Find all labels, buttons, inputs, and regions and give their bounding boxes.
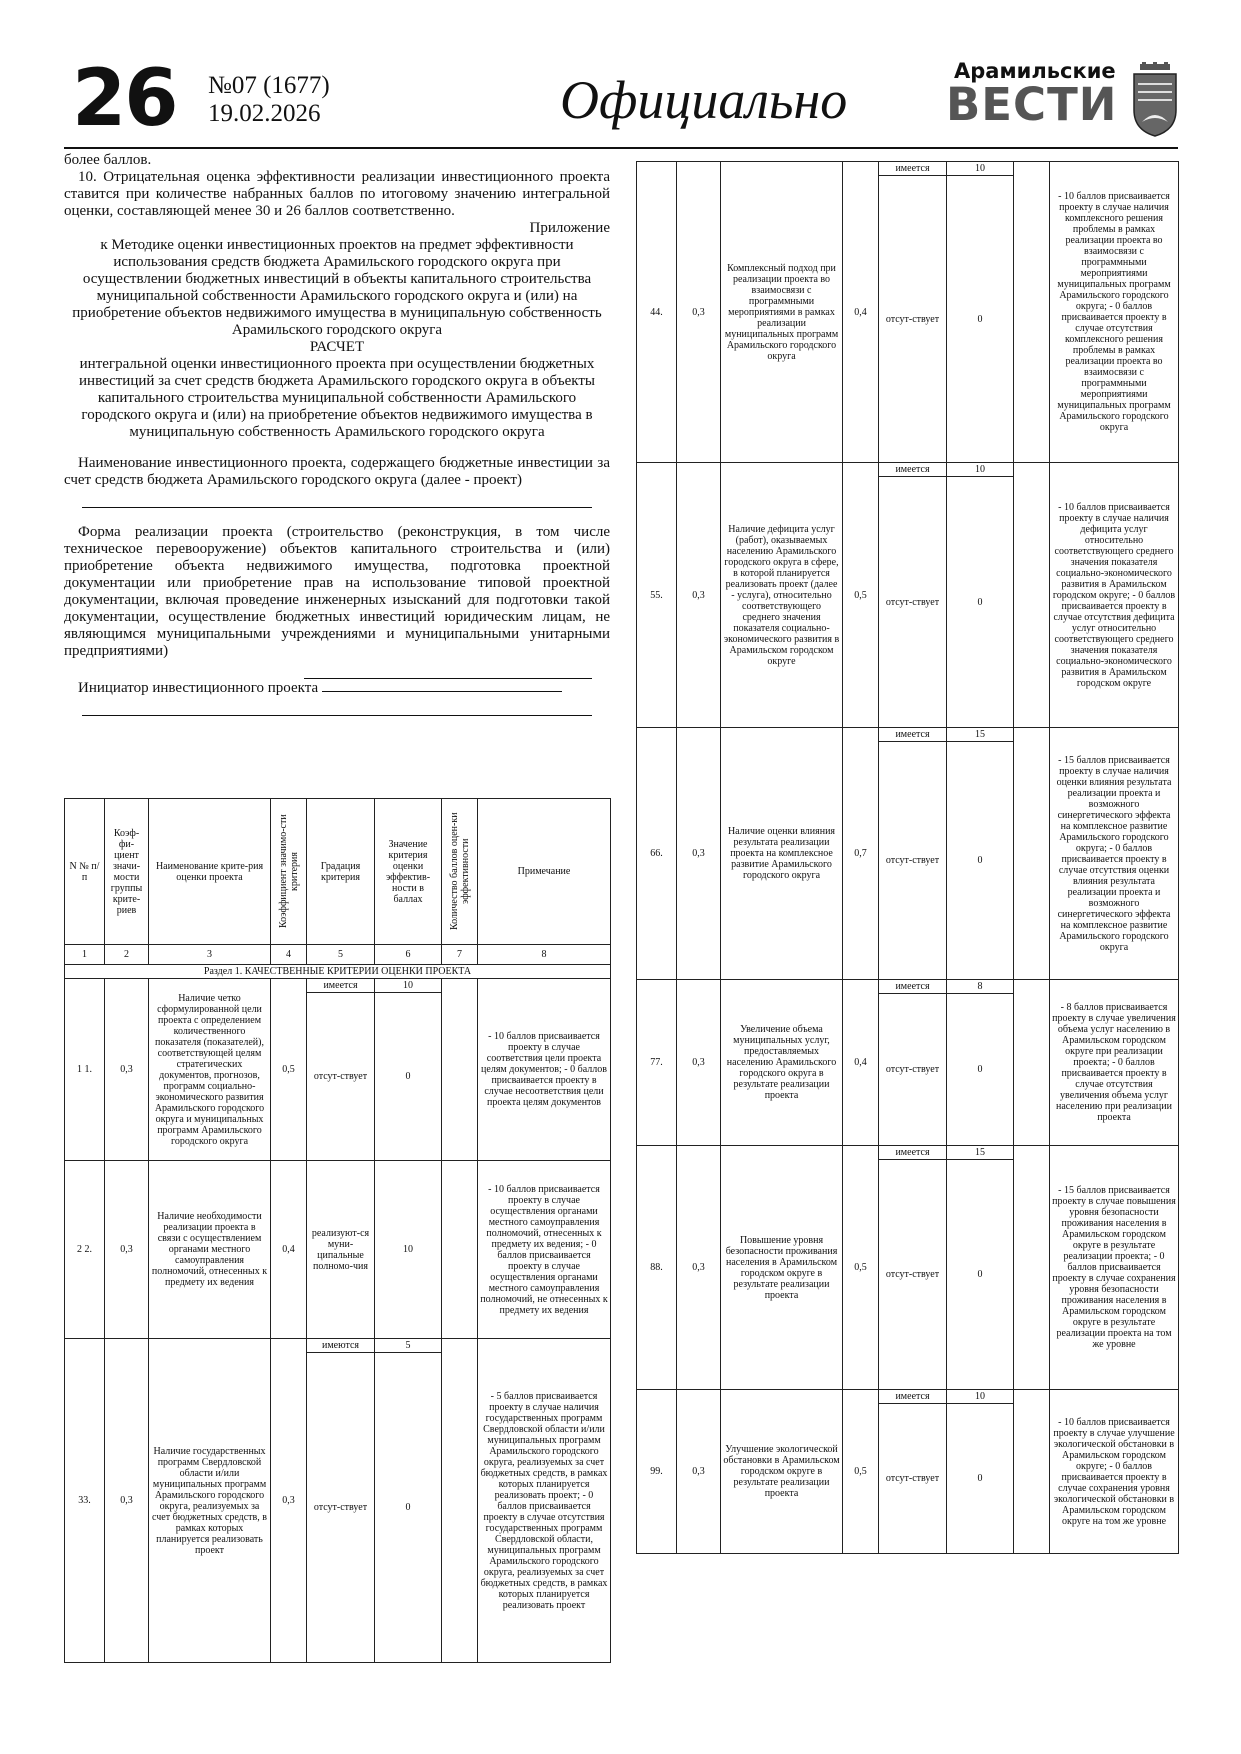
- row-count: [1014, 162, 1050, 463]
- row-note: - 15 баллов присваивается проекту в случае повышения уровня безопасности проживания населения в Арамильском городском округе в результате реализации проекта; - 0 баллов присваивается проекту в случае сохранения уровня безопасности проживания населения в Арамильском городском округе в результате реализации проекта на том же уровне: [1050, 1146, 1179, 1390]
- left-column-text: [64, 152, 610, 716]
- table-row: [637, 1146, 1179, 1160]
- row-count: [1014, 980, 1050, 1146]
- project-form-label: Форма реализации проекта (строительство (реконструкция, в том числе техническое перевооружение) объектов капитального строительства и (или) приобретение объекта недвижимого имущества, подготовка проектной документации или приобретение прав на использование типовой проектной документации, включая проведение инженерных изысканий для подготовки такой документации, осуществление бюджетных инвестиций юридическим лицам, не являющимся муниципальными учреждениями и муниципальными унитарными предприятиями): [64, 524, 610, 659]
- table-row: [637, 162, 1179, 176]
- row-count: [442, 1339, 478, 1663]
- criteria-table-right: [636, 161, 1179, 1554]
- table-row: [637, 980, 1179, 994]
- header-num: N № п/п: [65, 799, 105, 945]
- row-note: - 10 баллов присваивается проекту в случае осуществления органами местного самоуправления полномочий, отнесенных к предмету их ведения; - 0 баллов присваивается проекту в случае осуществления органами местного самоуправления полномочий, не отнесенных к предмету их ведения: [478, 1161, 611, 1339]
- issue-date: 19.02.2026: [208, 100, 321, 127]
- row-coef: 0,3: [105, 1161, 149, 1339]
- row-count: [1014, 1390, 1050, 1554]
- row-gradation: отсут-ствует: [879, 1160, 947, 1390]
- table-row: [637, 463, 1179, 477]
- row-note: - 5 баллов присваивается проекту в случае наличия государственных программ Свердловской области и/или муниципальных программ Арамильского городского округа, реализуемых за счет бюджетных средств, в рамках которых планируется реализовать проект; - 0 баллов присваивается проекту в случае отсутствия государственных программ Свердловской области, муниципальных программ Арамильского городского округа, реализуемых за счет бюджетных средств, в рамках которых планируется реализовать проект: [478, 1339, 611, 1663]
- row-coef: 0,3: [677, 463, 721, 728]
- initiator-blank: [322, 679, 562, 692]
- row-num: 33.: [65, 1339, 105, 1663]
- row-value: 10: [947, 463, 1014, 477]
- point-10: 10. Отрицательная оценка эффективности реализации инвестиционного проекта ставится при количестве набранных баллов по итоговому значению интегральной оценки, составляющей менее 30 и 26 баллов соответственно.: [64, 169, 610, 219]
- row-crit: 0,3: [271, 1339, 307, 1663]
- col-number: 3: [149, 945, 271, 965]
- row-note: - 8 баллов присваивается проекту в случае увеличения объема услуг населению в Арамильском городском округе при реализации проекта; - 0 баллов присваивается проекту в случае отсутствия увеличения объема услуг населению при реализации проекта: [1050, 980, 1179, 1146]
- calc-title: РАСЧЕТ: [309, 339, 365, 355]
- row-gradation: отсут-ствует: [879, 994, 947, 1146]
- row-num: 99.: [637, 1390, 677, 1554]
- row-num: 44.: [637, 162, 677, 463]
- header-count: Количество баллов оцен-ки эффективности: [448, 812, 471, 931]
- row-num: 66.: [637, 728, 677, 980]
- header-rule: [64, 147, 1178, 149]
- row-num: 88.: [637, 1146, 677, 1390]
- row-crit: 0,4: [843, 980, 879, 1146]
- coat-of-arms-icon: [1130, 62, 1180, 138]
- table-row: [637, 728, 1179, 742]
- col-number: 7: [442, 945, 478, 965]
- table-row: [65, 979, 611, 993]
- row-value: 0: [947, 1404, 1014, 1554]
- row-name: Наличие дефицита услуг (работ), оказываемых населению Арамильского городского округа в сфере, в которой планируется реализовать проект (далее - услуга), относительно соответствующего среднего значения показателя социально-экономического развития в Арамильском городском округе: [721, 463, 843, 728]
- logo-main-text: ВЕСТИ: [946, 78, 1118, 131]
- row-crit: 0,4: [843, 162, 879, 463]
- table-row: [65, 1161, 611, 1339]
- section-row: [65, 965, 611, 979]
- row-gradation: отсут-ствует: [879, 1404, 947, 1554]
- row-gradation: отсут-ствует: [307, 1353, 375, 1663]
- row-note: - 10 баллов присваивается проекту в случае наличия комплексного решения проблемы в рамках реализации проекта во взаимосвязи с программными мероприятиями муниципальных программ Арамильского городского округа; - 0 баллов присваивается проекту в случае отсутствия комплексного решения проблемы в рамках реализации проекта во взаимосвязи с программными мероприятиями муниципальных программ Арамильского городского округа: [1050, 162, 1179, 463]
- row-num: 77.: [637, 980, 677, 1146]
- row-num: 2 2.: [65, 1161, 105, 1339]
- row-count: [442, 1161, 478, 1339]
- continuation-text: более баллов.: [64, 152, 152, 168]
- table-header-row: [65, 799, 611, 945]
- row-gradation: реализуют-ся муни-ципальные полномо-чия: [307, 1161, 375, 1339]
- calc-subtitle: интегральной оценки инвестиционного проекта при осуществлении бюджетных инвестиций за счет средств бюджета Арамильского городского округа в объекты капитального строительства муниципальной собственности Арамильского городского округа и (или) на приобретение объектов недвижимого имущества в муниципальную собственность Арамильского городского округа: [79, 356, 595, 440]
- header-coef-crit: Коэффициент значимо-сти критерия: [277, 814, 300, 929]
- row-count: [1014, 728, 1050, 980]
- row-value: 0: [375, 1353, 442, 1663]
- project-name-label: Наименование инвестиционного проекта, содержащего бюджетные инвестиции за счет средств бюджета Арамильского городского округа (далее - проект): [64, 455, 610, 488]
- row-gradation: имеется: [879, 980, 947, 994]
- row-crit: 0,4: [271, 1161, 307, 1339]
- row-note: - 10 баллов присваивается проекту в случае соответствия цели проекта целям документов; - 0 баллов присваивается проекту в случае несоответствия цели проекта целям документов: [478, 979, 611, 1161]
- row-gradation: имеется: [879, 1146, 947, 1160]
- header-value: Значение критерия оценки эффектив-ности в баллах: [375, 799, 442, 945]
- row-value: 10: [947, 1390, 1014, 1404]
- section-title: Официально: [560, 70, 848, 130]
- project-name-blank: [82, 493, 592, 508]
- row-coef: 0,3: [677, 980, 721, 1146]
- row-value: 10: [947, 162, 1014, 176]
- row-value: 0: [947, 742, 1014, 980]
- row-coef: 0,3: [105, 979, 149, 1161]
- row-name: Наличие оценки влияния результата реализации проекта на комплексное развитие Арамильского городского округа: [721, 728, 843, 980]
- col-number: 1: [65, 945, 105, 965]
- row-crit: 0,5: [843, 1390, 879, 1554]
- row-note: - 10 баллов присваивается проекту в случае наличия дефицита услуг относительно соответствующего среднего значения показателя социально-экономического развития в Арамильском городском округе; - 0 баллов присваивается проекту в случае отсутствия дефицита услуг относительно соответствующего среднего значения показателя социально-экономического развития в Арамильском городском округе: [1050, 463, 1179, 728]
- row-gradation: имеются: [307, 1339, 375, 1353]
- logo-top-text: Арамильские: [954, 59, 1116, 83]
- row-value: 0: [947, 176, 1014, 463]
- row-name: Комплексный подход при реализации проекта во взаимосвязи с программными мероприятиями в рамках реализации муниципальных программ Арамильского городского округа: [721, 162, 843, 463]
- row-count: [1014, 1146, 1050, 1390]
- row-note: - 10 баллов присваивается проекту в случае улучшение экологической обстановки в Арамильском городском округе; - 0 баллов присваивается проекту в случае сохранения уровня экологической обстановки в Арамильском городском округе на том же уровне: [1050, 1390, 1179, 1554]
- col-number: 8: [478, 945, 611, 965]
- criteria-table-left: [64, 798, 611, 1663]
- column-number-row: [65, 945, 611, 965]
- row-gradation: отсут-ствует: [879, 176, 947, 463]
- annex-label: Приложение: [529, 220, 610, 236]
- initiator-blank-2: [82, 701, 592, 716]
- row-crit: 0,5: [843, 463, 879, 728]
- project-form-blank: [304, 664, 592, 679]
- row-count: [1014, 463, 1050, 728]
- row-count: [442, 979, 478, 1161]
- issue-number: №07 (1677): [208, 72, 330, 99]
- row-value: 8: [947, 980, 1014, 994]
- col-number: 2: [105, 945, 149, 965]
- row-value: 10: [375, 979, 442, 993]
- row-gradation: отсут-ствует: [307, 993, 375, 1161]
- row-name: Повышение уровня безопасности проживания населения в Арамильском городском округе в результате реализации проекта: [721, 1146, 843, 1390]
- col-number: 6: [375, 945, 442, 965]
- row-value: 0: [947, 994, 1014, 1146]
- row-crit: 0,5: [843, 1146, 879, 1390]
- header-note: Примечание: [478, 799, 611, 945]
- table-row: [65, 1339, 611, 1353]
- issue-info: [208, 72, 330, 128]
- newspaper-logo: [946, 60, 1186, 140]
- table-row: [637, 1390, 1179, 1404]
- col-number: 5: [307, 945, 375, 965]
- section-1-title: Раздел 1. КАЧЕСТВЕННЫЕ КРИТЕРИИ ОЦЕНКИ ПРОЕКТА: [65, 965, 611, 979]
- row-gradation: имеется: [879, 1390, 947, 1404]
- row-gradation: отсут-ствует: [879, 477, 947, 728]
- row-gradation: имеется: [879, 162, 947, 176]
- row-gradation: имеется: [879, 463, 947, 477]
- initiator-label: Инициатор инвестиционного проекта: [78, 680, 319, 696]
- row-value: 10: [375, 1161, 442, 1339]
- header-name: Наименование крите-рия оценки проекта: [149, 799, 271, 945]
- row-num: 55.: [637, 463, 677, 728]
- col-number: 4: [271, 945, 307, 965]
- row-coef: 0,3: [677, 162, 721, 463]
- row-gradation: имеется: [879, 728, 947, 742]
- row-coef: 0,3: [677, 1390, 721, 1554]
- row-name: Улучшение экологической обстановки в Арамильском городском округе в результате реализации проекта: [721, 1390, 843, 1554]
- row-coef: 0,3: [677, 1146, 721, 1390]
- row-value: 15: [947, 1146, 1014, 1160]
- row-value: 0: [947, 477, 1014, 728]
- row-gradation: отсут-ствует: [879, 742, 947, 980]
- page-number: 26: [72, 54, 177, 144]
- annex-text: к Методике оценки инвестиционных проектов на предмет эффективности использования средств бюджета Арамильского городского округа при осуществлении бюджетных инвестиций в объекты капитального строительства муниципальной собственности Арамильского городского округа и (или) на приобретение объектов недвижимого имущества в муниципальную собственность Арамильского городского округа: [72, 237, 602, 338]
- row-crit: 0,5: [271, 979, 307, 1161]
- row-note: - 15 баллов присваивается проекту в случае наличия оценки влияния результата реализации проекта и возможного синергетического эффекта на комплексное развитие Арамильского городского округа; - 0 баллов присваивается проекту в случае отсутствия оценки влияния результата реализации проекта и возможного синергетического эффекта на комплексное развитие Арамильского городского округа: [1050, 728, 1179, 980]
- initiator-line: [64, 679, 610, 697]
- row-name: Наличие необходимости реализации проекта в связи с осуществлением органами местного самоуправления полномочий, отнесенных к предмету их ведения: [149, 1161, 271, 1339]
- row-value: 0: [375, 993, 442, 1161]
- row-value: 5: [375, 1339, 442, 1353]
- row-name: Увеличение объема муниципальных услуг, предоставляемых населению Арамильского городского округа в результате реализации проекта: [721, 980, 843, 1146]
- row-coef: 0,3: [105, 1339, 149, 1663]
- row-value: 15: [947, 728, 1014, 742]
- row-value: 0: [947, 1160, 1014, 1390]
- row-coef: 0,3: [677, 728, 721, 980]
- row-gradation: имеется: [307, 979, 375, 993]
- header-coef-group: Коэф-фи-циент значи-мости группы крите-риев: [105, 799, 149, 945]
- row-crit: 0,7: [843, 728, 879, 980]
- row-num: 1 1.: [65, 979, 105, 1161]
- row-name: Наличие четко сформулированной цели проекта с определением количественного показателя (показателей), соответствующей целям стратегических документов, прогнозов, программ социально-экономического развития Арамильского городского округа и муниципальных программ Арамильского городского округа: [149, 979, 271, 1161]
- row-name: Наличие государственных программ Свердловской области и/или муниципальных программ Арамильского городского округа, реализуемых за счет бюджетных средств, в рамках которых планируется реализовать проект: [149, 1339, 271, 1663]
- header-gradation: Градация критерия: [307, 799, 375, 945]
